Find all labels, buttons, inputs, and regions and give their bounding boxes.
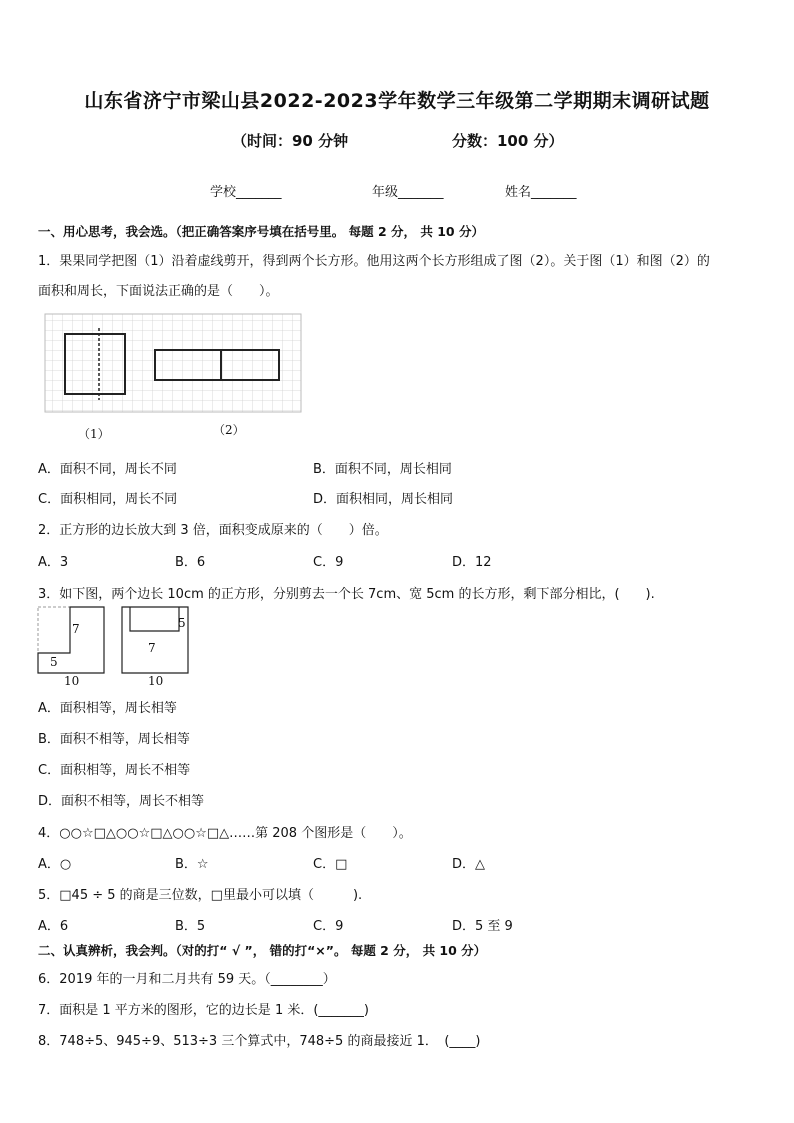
section-2-heading: 二、认真辨析，我会判。（对的打“ √ ”， 错的打“×”。 每题 2 分， 共 10 分） bbox=[38, 943, 487, 958]
left-remaining-shape bbox=[38, 607, 104, 673]
question-7: 7．面积是 1 平方米的图形，它的边长是 1 米．(_______) bbox=[38, 1003, 369, 1018]
q2-option-d[interactable]: D．12 bbox=[452, 555, 492, 570]
q5-option-a[interactable]: A．6 bbox=[38, 919, 69, 934]
right-cut-rectangle bbox=[130, 607, 179, 631]
q3-option-a[interactable]: A．面积相等，周长相等 bbox=[38, 701, 177, 716]
grid-background bbox=[45, 314, 301, 412]
question-2: 2．正方形的边长放大到 3 倍，面积变成原来的（ ）倍。 bbox=[38, 523, 388, 538]
question-4: 4．○○☆□△○○☆□△○○☆□△……第 208 个图形是（ ）。 bbox=[38, 826, 412, 841]
q2-option-b[interactable]: B．6 bbox=[175, 555, 206, 570]
section-1-heading: 一、用心思考，我会选。（把正确答案序号填在括号里。 每题 2 分， 共 10 分） bbox=[38, 224, 484, 239]
q1-option-a[interactable]: A．面积不同，周长不同 bbox=[38, 462, 177, 477]
figure-2-label: （2） bbox=[213, 423, 245, 437]
q3-option-b[interactable]: B．面积不相等，周长相等 bbox=[38, 732, 190, 747]
figure-1-label: （1） bbox=[78, 427, 110, 441]
exam-time: （时间：90 分钟 bbox=[232, 132, 349, 150]
left-square-outline bbox=[38, 607, 104, 673]
right-figure-base-label: 10 bbox=[148, 674, 164, 688]
q3-option-d[interactable]: D．面积不相等，周长不相等 bbox=[38, 794, 205, 809]
left-figure-base-label: 10 bbox=[64, 674, 80, 688]
q5-option-d[interactable]: D．5 至 9 bbox=[452, 919, 513, 934]
name-field: 姓名_______ bbox=[505, 185, 577, 200]
grade-field: 年级_______ bbox=[372, 185, 444, 200]
exam-score: 分数：100 分） bbox=[452, 132, 564, 150]
q1-option-c[interactable]: C．面积相同，周长不同 bbox=[38, 492, 178, 507]
q4-option-b[interactable]: B．☆ bbox=[175, 857, 209, 872]
q1-option-b[interactable]: B．面积不同，周长相同 bbox=[313, 462, 452, 477]
right-figure-side-label: 5 bbox=[178, 616, 186, 630]
q4-option-d[interactable]: D．△ bbox=[452, 857, 486, 872]
q5-option-b[interactable]: B．5 bbox=[175, 919, 206, 934]
question-1-line-2: 面积和周长，下面说法正确的是（ ）。 bbox=[38, 284, 279, 299]
right-figure-inner-label: 7 bbox=[148, 641, 156, 655]
q2-option-c[interactable]: C．9 bbox=[313, 555, 344, 570]
q2-option-a[interactable]: A．3 bbox=[38, 555, 69, 570]
page-title: 山东省济宁市梁山县2022-2023学年数学三年级第二学期期末调研试题 bbox=[84, 90, 710, 112]
left-figure-side-label: 7 bbox=[72, 622, 80, 636]
question-5: 5．□45 ÷ 5 的商是三位数，□里最小可以填（ ). bbox=[38, 888, 363, 903]
q4-option-a[interactable]: A．○ bbox=[38, 857, 72, 872]
question-6: 6．2019 年的一月和二月共有 59 天。（________） bbox=[38, 972, 336, 987]
question-3-figure bbox=[36, 605, 196, 675]
question-1-line-1: 1．果果同学把图（1）沿着虚线剪开，得到两个长方形。他用这两个长方形组成了图（2）。关于图（1）和图（2）的 bbox=[38, 254, 710, 269]
q4-option-c[interactable]: C．□ bbox=[313, 857, 348, 872]
question-3: 3．如下图，两个边长 10cm 的正方形，分别剪去一个长 7cm、宽 5cm 的长方形，剩下部分相比，( ). bbox=[38, 587, 655, 602]
question-1-figure bbox=[42, 310, 304, 416]
q1-option-d[interactable]: D．面积相同，周长相同 bbox=[313, 492, 454, 507]
q3-option-c[interactable]: C．面积相等，周长不相等 bbox=[38, 763, 191, 778]
question-8: 8．748÷5、945÷9、513÷3 三个算式中，748÷5 的商最接近 1． (____) bbox=[38, 1034, 481, 1049]
school-field: 学校_______ bbox=[210, 185, 282, 200]
left-figure-inner-label: 5 bbox=[50, 655, 58, 669]
q5-option-c[interactable]: C．9 bbox=[313, 919, 344, 934]
